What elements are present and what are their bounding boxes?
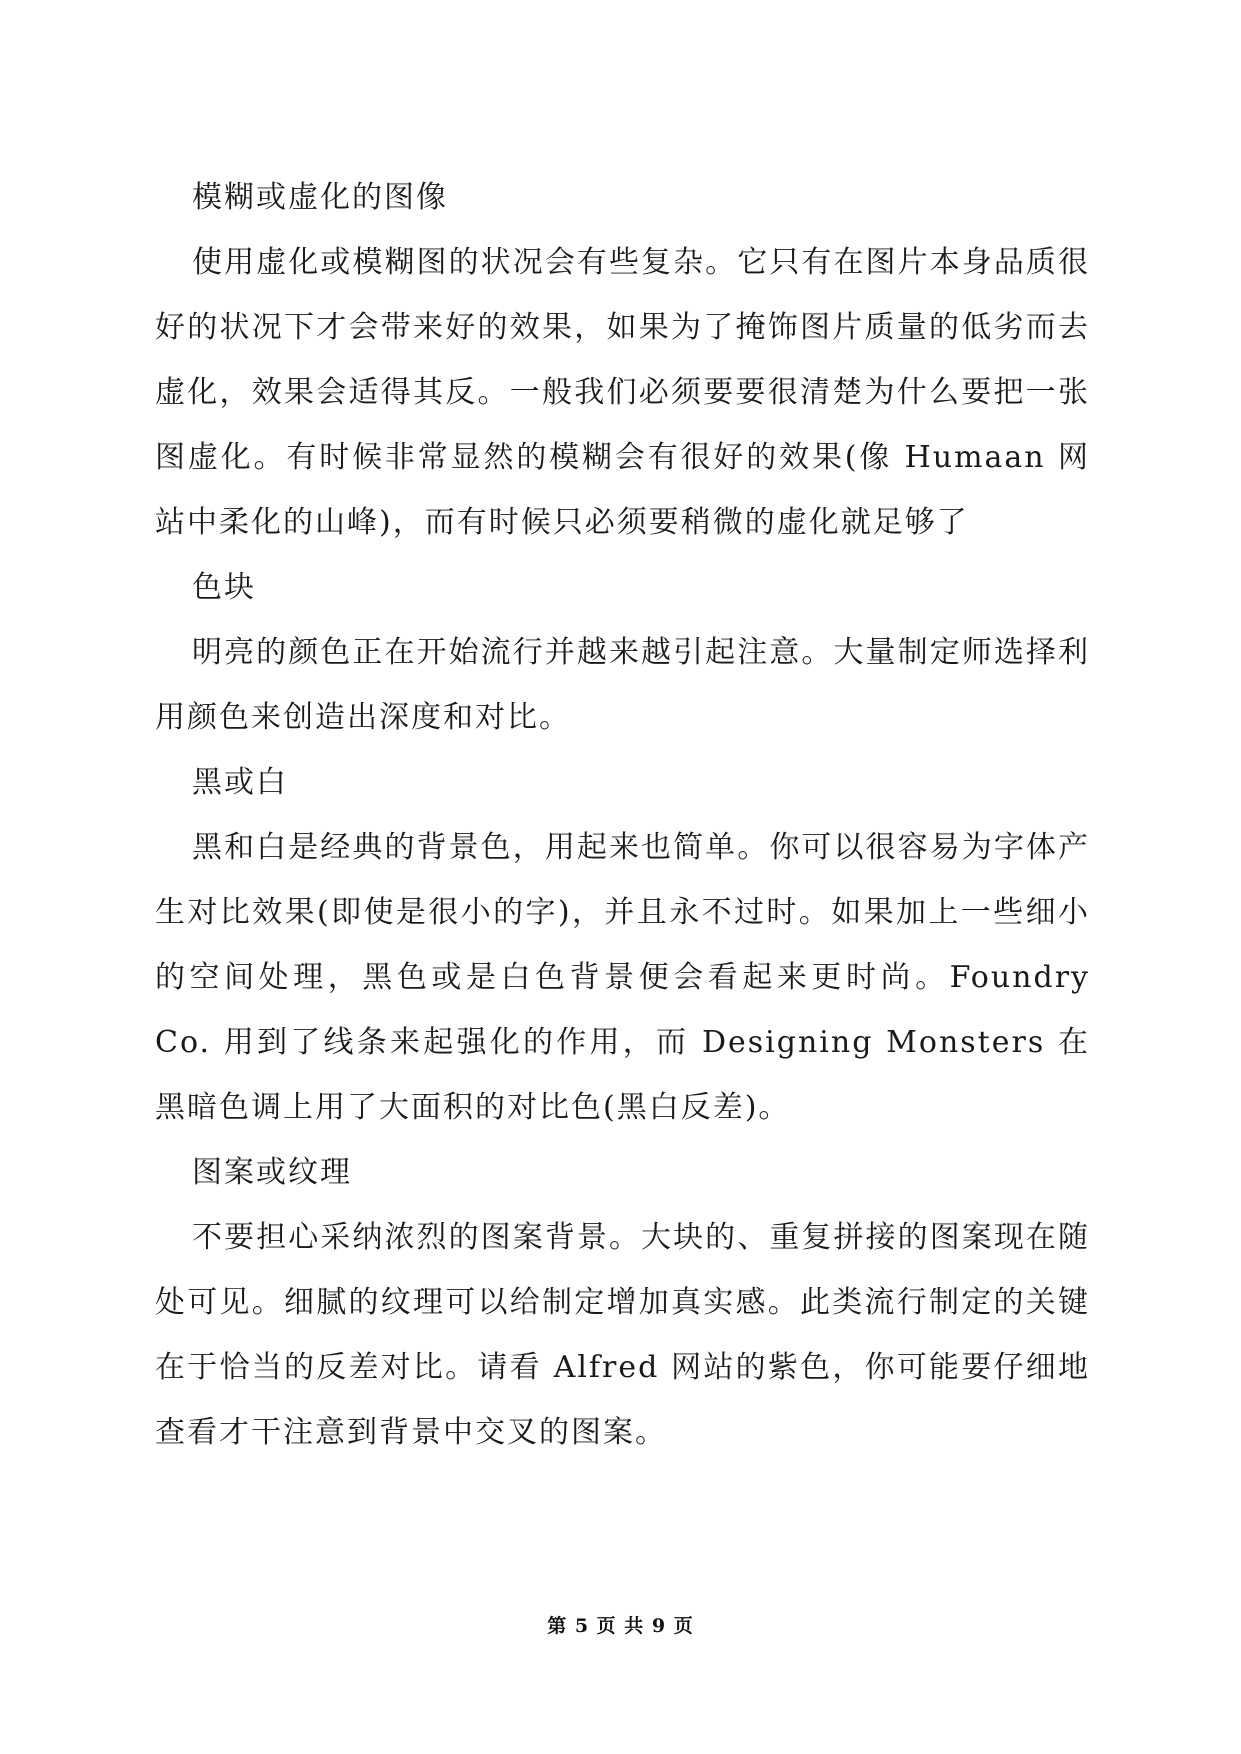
document-body [155,165,1090,1465]
section-heading-pattern: 图案或纹理 [192,1155,352,1190]
section-heading-black-white: 黑或白 [192,765,288,800]
page-number-footer: 第 5 页 共 9 页 [547,1615,694,1637]
paragraph-color-block: 明亮的颜色正在开始流行并越来越引起注意。大量制定师选择利用颜色来创造出深度和对比。 [155,635,1090,735]
section-heading-color-block: 色块 [192,570,256,605]
section-heading-blur: 模糊或虚化的图像 [192,180,448,215]
paragraph-pattern: 不要担心采纳浓烈的图案背景。大块的、重复拼接的图案现在随处可见。细腻的纹理可以给制定增加真实感。此类流行制定的关键在于恰当的反差对比。请看 Alfred 网站的紫色，你可能要仔细地查看才干注意到背景中交叉的图案。 [155,1220,1090,1450]
paragraph-black-white: 黑和白是经典的背景色，用起来也简单。你可以很容易为字体产生对比效果(即使是很小的字)，并且永不过时。如果加上一些细小的空间处理，黑色或是白色背景便会看起来更时尚。Foundry Co. 用到了线条来起强化的作用，而 Designing Monsters 在黑暗色调上用了大面积的对比色(黑白反差)。 [155,830,1090,1125]
paragraph-blur: 使用虚化或模糊图的状况会有些复杂。它只有在图片本身品质很好的状况下才会带来好的效果，如果为了掩饰图片质量的低劣而去虚化，效果会适得其反。一般我们必须要要很清楚为什么要把一张图虚化。有时候非常显然的模糊会有很好的效果(像 Humaan 网站中柔化的山峰)，而有时候只必须要稍微的虚化就足够了 [155,245,1090,540]
